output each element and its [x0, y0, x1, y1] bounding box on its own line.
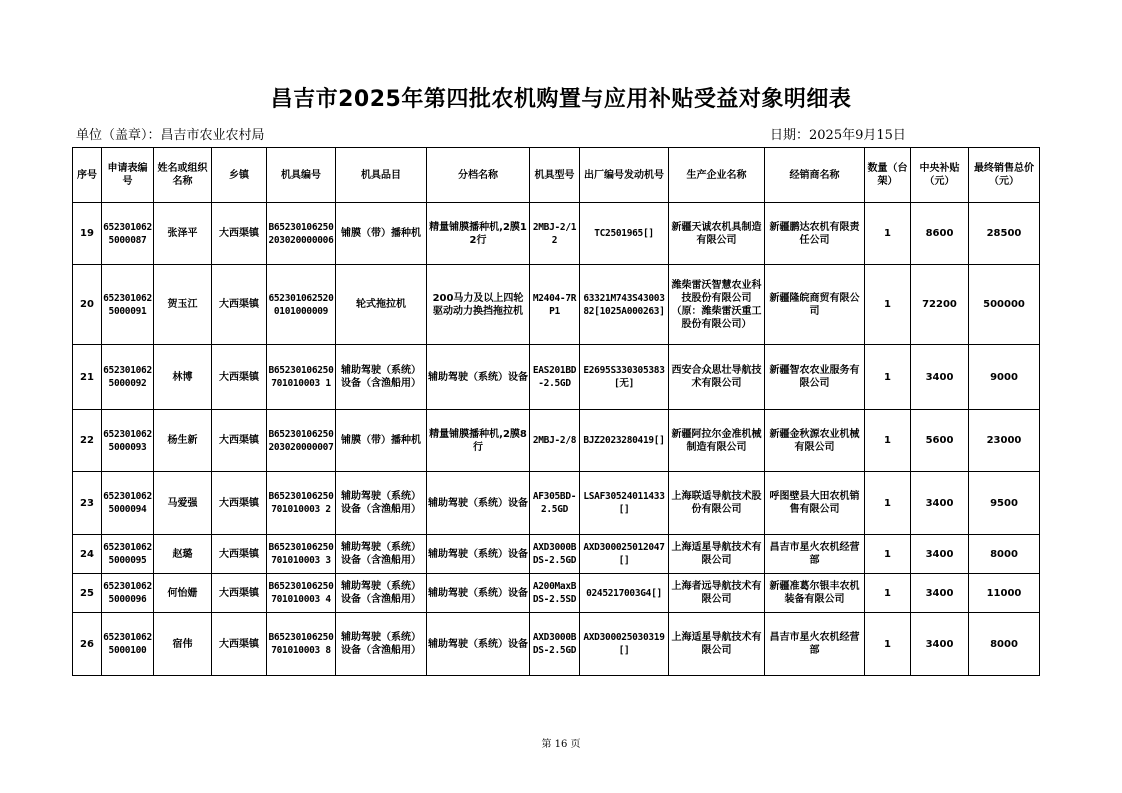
header-cell: 序号 — [73, 148, 102, 203]
machine-model: A200MaxBDS-2.5SD — [530, 574, 580, 613]
page-number: 第 16 页 — [541, 739, 581, 750]
final-price: 9500 — [969, 472, 1040, 535]
application-number: 6523010625000092 — [102, 345, 154, 410]
page-title: 昌吉市2025年第四批农机购置与应用补贴受益对象明细表 — [270, 87, 852, 112]
central-subsidy: 3400 — [911, 574, 969, 613]
grade-name: 辅助驾驶（系统）设备 — [427, 472, 530, 535]
table-row — [73, 345, 1040, 410]
grade-name: 200马力及以上四轮驱动动力换挡拖拉机 — [427, 265, 530, 345]
grade-name: 辅助驾驶（系统）设备 — [427, 574, 530, 613]
table-body — [73, 203, 1040, 676]
town: 大西渠镇 — [212, 574, 267, 613]
grade-name: 精量铺膜播种机,2膜8行 — [427, 410, 530, 472]
machine-category: 辅助驾驶（系统）设备（含渔船用） — [336, 613, 427, 676]
quantity: 1 — [865, 472, 911, 535]
central-subsidy: 3400 — [911, 345, 969, 410]
row-number: 19 — [73, 203, 102, 265]
manufacturer: 潍柴雷沃智慧农业科技股份有限公司（原：潍柴雷沃重工股份有限公司） — [669, 265, 765, 345]
central-subsidy: 5600 — [911, 410, 969, 472]
machine-model: 2MBJ-2/8 — [530, 410, 580, 472]
serial-number: AXD300025012047[] — [580, 535, 669, 574]
row-number: 25 — [73, 574, 102, 613]
central-subsidy: 3400 — [911, 613, 969, 676]
final-price: 11000 — [969, 574, 1040, 613]
final-price: 8000 — [969, 535, 1040, 574]
table-row — [73, 535, 1040, 574]
header-cell: 机具型号 — [530, 148, 580, 203]
table-row — [73, 472, 1040, 535]
machine-model: AXD3000BDS-2.5GD — [530, 535, 580, 574]
row-number: 26 — [73, 613, 102, 676]
header-cell: 出厂编号发动机号 — [580, 148, 669, 203]
header-cell: 中央补贴（元） — [911, 148, 969, 203]
applicant-name: 马爱强 — [154, 472, 212, 535]
town: 大西渠镇 — [212, 203, 267, 265]
machine-number: B65230106250203020000007 — [267, 410, 336, 472]
dealer: 昌吉市星火农机经营部 — [765, 613, 865, 676]
machine-model: M2404-7RP1 — [530, 265, 580, 345]
dealer: 新疆金秋源农业机械有限公司 — [765, 410, 865, 472]
final-price: 23000 — [969, 410, 1040, 472]
unit-label: 单位（盖章）：昌吉市农业农村局 — [76, 128, 265, 143]
row-number: 23 — [73, 472, 102, 535]
serial-number: 63321M743S4300382[1025A000263] — [580, 265, 669, 345]
dealer: 新疆准葛尔银丰农机装备有限公司 — [765, 574, 865, 613]
serial-number: TC2501965[] — [580, 203, 669, 265]
quantity: 1 — [865, 265, 911, 345]
machine-model: AF305BD-2.5GD — [530, 472, 580, 535]
table-row — [73, 203, 1040, 265]
applicant-name: 张泽平 — [154, 203, 212, 265]
manufacturer: 上海适星导航技术有限公司 — [669, 613, 765, 676]
final-price: 500000 — [969, 265, 1040, 345]
machine-category: 铺膜（带）播种机 — [336, 410, 427, 472]
dealer: 新疆智农农业服务有限公司 — [765, 345, 865, 410]
dealer: 新疆隆皖商贸有限公司 — [765, 265, 865, 345]
application-number: 6523010625000093 — [102, 410, 154, 472]
serial-number: E2695S330305383[无] — [580, 345, 669, 410]
final-price: 28500 — [969, 203, 1040, 265]
header-cell: 最终销售总价（元） — [969, 148, 1040, 203]
serial-number: AXD300025030319[] — [580, 613, 669, 676]
machine-number: B65230106250701010003 1 — [267, 345, 336, 410]
row-number: 22 — [73, 410, 102, 472]
header-cell: 分档名称 — [427, 148, 530, 203]
row-number: 21 — [73, 345, 102, 410]
header-cell: 乡镇 — [212, 148, 267, 203]
manufacturer: 新疆天诚农机具制造有限公司 — [669, 203, 765, 265]
header-cell: 姓名或组织名称 — [154, 148, 212, 203]
central-subsidy: 72200 — [911, 265, 969, 345]
town: 大西渠镇 — [212, 265, 267, 345]
manufacturer: 上海联适导航技术股份有限公司 — [669, 472, 765, 535]
applicant-name: 贺玉江 — [154, 265, 212, 345]
quantity: 1 — [865, 613, 911, 676]
machine-number: 6523010625200101000009 — [267, 265, 336, 345]
serial-number: BJZ2023280419[] — [580, 410, 669, 472]
machine-category: 辅助驾驶（系统）设备（含渔船用） — [336, 535, 427, 574]
table-row — [73, 574, 1040, 613]
header-cell: 机具编号 — [267, 148, 336, 203]
final-price: 8000 — [969, 613, 1040, 676]
machine-category: 辅助驾驶（系统）设备（含渔船用） — [336, 345, 427, 410]
machine-category: 轮式拖拉机 — [336, 265, 427, 345]
quantity: 1 — [865, 203, 911, 265]
central-subsidy: 8600 — [911, 203, 969, 265]
dealer: 呼图壁县大田农机销售有限公司 — [765, 472, 865, 535]
machine-number: B65230106250701010003 2 — [267, 472, 336, 535]
machine-number: B65230106250701010003 4 — [267, 574, 336, 613]
application-number: 6523010625000094 — [102, 472, 154, 535]
applicant-name: 赵璐 — [154, 535, 212, 574]
row-number: 24 — [73, 535, 102, 574]
central-subsidy: 3400 — [911, 535, 969, 574]
machine-model: EAS201BD-2.5GD — [530, 345, 580, 410]
application-number: 6523010625000096 — [102, 574, 154, 613]
applicant-name: 林博 — [154, 345, 212, 410]
table-row — [73, 613, 1040, 676]
header-cell: 数量（台架） — [865, 148, 911, 203]
serial-number: 0245217003G4[] — [580, 574, 669, 613]
header-cell: 申请表编号 — [102, 148, 154, 203]
header-cell: 经销商名称 — [765, 148, 865, 203]
town: 大西渠镇 — [212, 345, 267, 410]
town: 大西渠镇 — [212, 535, 267, 574]
final-price: 9000 — [969, 345, 1040, 410]
quantity: 1 — [865, 410, 911, 472]
date-label: 日期：2025年9月15日 — [770, 128, 906, 143]
application-number: 6523010625000100 — [102, 613, 154, 676]
quantity: 1 — [865, 574, 911, 613]
town: 大西渠镇 — [212, 613, 267, 676]
header-cell: 机具品目 — [336, 148, 427, 203]
table-row — [73, 265, 1040, 345]
manufacturer: 新疆阿拉尔金准机械制造有限公司 — [669, 410, 765, 472]
town: 大西渠镇 — [212, 472, 267, 535]
manufacturer: 西安合众思壮导航技术有限公司 — [669, 345, 765, 410]
grade-name: 精量铺膜播种机,2膜12行 — [427, 203, 530, 265]
header-row — [73, 148, 1040, 203]
header-cell: 生产企业名称 — [669, 148, 765, 203]
applicant-name: 何怡姗 — [154, 574, 212, 613]
applicant-name: 杨生新 — [154, 410, 212, 472]
row-number: 20 — [73, 265, 102, 345]
central-subsidy: 3400 — [911, 472, 969, 535]
application-number: 6523010625000087 — [102, 203, 154, 265]
applicant-name: 宿伟 — [154, 613, 212, 676]
machine-category: 辅助驾驶（系统）设备（含渔船用） — [336, 472, 427, 535]
grade-name: 辅助驾驶（系统）设备 — [427, 613, 530, 676]
manufacturer: 上海适星导航技术有限公司 — [669, 535, 765, 574]
machine-model: 2MBJ-2/12 — [530, 203, 580, 265]
application-number: 6523010625000095 — [102, 535, 154, 574]
machine-category: 铺膜（带）播种机 — [336, 203, 427, 265]
manufacturer: 上海者远导航技术有限公司 — [669, 574, 765, 613]
grade-name: 辅助驾驶（系统）设备 — [427, 345, 530, 410]
application-number: 6523010625000091 — [102, 265, 154, 345]
machine-model: AXD3000BDS-2.5GD — [530, 613, 580, 676]
town: 大西渠镇 — [212, 410, 267, 472]
dealer: 新疆鹏达农机有限责任公司 — [765, 203, 865, 265]
serial-number: LSAF30524011433[] — [580, 472, 669, 535]
quantity: 1 — [865, 535, 911, 574]
quantity: 1 — [865, 345, 911, 410]
machine-number: B65230106250701010003 3 — [267, 535, 336, 574]
machine-number: B65230106250701010003 8 — [267, 613, 336, 676]
machine-number: B65230106250203020000006 — [267, 203, 336, 265]
subsidy-table — [72, 147, 1040, 676]
table-row — [73, 410, 1040, 472]
grade-name: 辅助驾驶（系统）设备 — [427, 535, 530, 574]
machine-category: 辅助驾驶（系统）设备（含渔船用） — [336, 574, 427, 613]
dealer: 昌吉市星火农机经营部 — [765, 535, 865, 574]
